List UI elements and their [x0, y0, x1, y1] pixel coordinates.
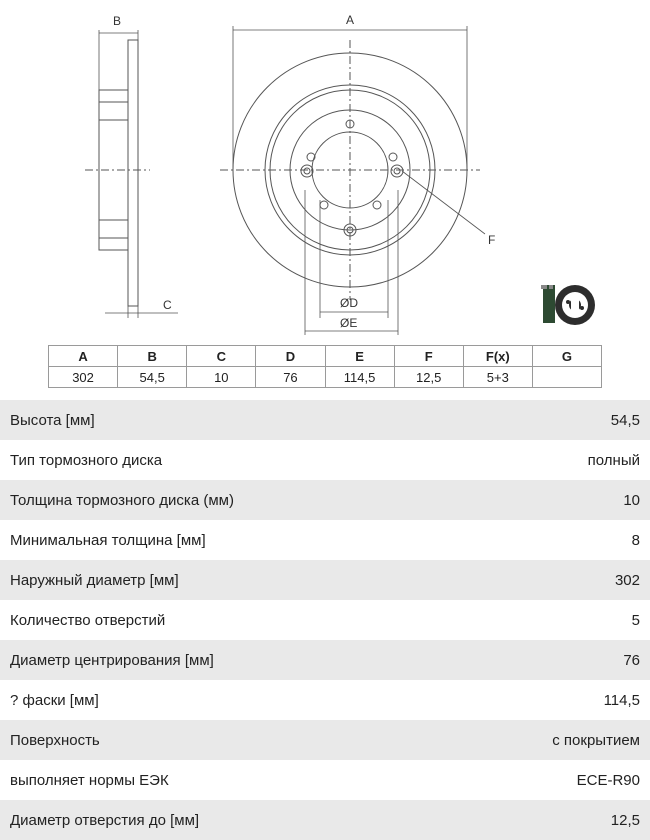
table-header-cell: F(x): [463, 346, 532, 367]
spec-label: ? фаски [мм]: [10, 691, 99, 709]
specification-list: [0, 400, 650, 840]
spec-row-ece-norm: [0, 760, 650, 800]
table-value-cell: 54,5: [118, 367, 187, 388]
table-header-cell: A: [49, 346, 118, 367]
table-header-cell: E: [325, 346, 394, 367]
spec-label: Наружный диаметр [мм]: [10, 571, 179, 589]
spec-value: 5: [631, 611, 640, 629]
spec-value: ECE-R90: [576, 771, 640, 789]
label-c: C: [163, 298, 172, 312]
dimension-table-values: [49, 367, 602, 388]
table-header-cell: F: [394, 346, 463, 367]
spec-value: 114,5: [603, 691, 640, 709]
spec-label: Поверхность: [10, 731, 100, 749]
table-value-cell: 76: [256, 367, 325, 388]
label-a: A: [346, 13, 355, 27]
disc-side-view: [85, 40, 150, 306]
brake-disc-thumbnail-icon: [541, 285, 595, 325]
table-value-cell: [532, 367, 601, 388]
spec-label: выполняет нормы ЕЭК: [10, 771, 169, 789]
spec-label: Количество отверстий: [10, 611, 166, 629]
table-header-cell: G: [532, 346, 601, 367]
spec-value: полный: [587, 451, 640, 469]
table-value-cell: 12,5: [394, 367, 463, 388]
table-header-cell: B: [118, 346, 187, 367]
disc-front-view: [220, 40, 480, 300]
spec-row-disc-type: [0, 440, 650, 480]
spec-value: с покрытием: [552, 731, 640, 749]
dimension-table: [48, 345, 602, 388]
spec-row-min-thickness: [0, 520, 650, 560]
spec-row-centering-diameter: [0, 640, 650, 680]
spec-value: 54,5: [610, 411, 640, 429]
spec-row-surface: [0, 720, 650, 760]
spec-row-hole-diameter: [0, 800, 650, 840]
spec-value: 10: [623, 491, 640, 509]
table-value-cell: 114,5: [325, 367, 394, 388]
spec-label: Толщина тормозного диска (мм): [10, 491, 234, 509]
spec-label: Минимальная толщина [мм]: [10, 531, 206, 549]
brake-disc-drawing: [0, 0, 650, 345]
spec-row-disc-thickness: [0, 480, 650, 520]
table-value-cell: 5+3: [463, 367, 532, 388]
label-b: B: [113, 14, 122, 28]
spec-row-height: [0, 400, 650, 440]
spec-value: 76: [623, 651, 640, 669]
table-header-cell: D: [256, 346, 325, 367]
technical-drawing: [0, 0, 650, 385]
spec-row-hole-count: [0, 600, 650, 640]
dimension-table-header: [49, 346, 602, 367]
f-leader: [402, 171, 485, 234]
spec-label: Тип тормозного диска: [10, 451, 163, 469]
table-header-cell: C: [187, 346, 256, 367]
spec-label: Диаметр отверстия до [мм]: [10, 811, 200, 829]
label-e: ØE: [340, 316, 358, 330]
spec-row-chamfer: [0, 680, 650, 720]
label-f: F: [488, 233, 496, 247]
spec-row-outer-diameter: [0, 560, 650, 600]
spec-value: 8: [631, 531, 640, 549]
spec-value: 12,5: [610, 811, 640, 829]
table-value-cell: 302: [49, 367, 118, 388]
label-d: ØD: [340, 296, 358, 310]
table-value-cell: 10: [187, 367, 256, 388]
spec-label: Диаметр центрирования [мм]: [10, 651, 214, 669]
spec-label: Высота [мм]: [10, 411, 95, 429]
spec-value: 302: [614, 571, 640, 589]
dimension-d-e: [305, 190, 398, 335]
